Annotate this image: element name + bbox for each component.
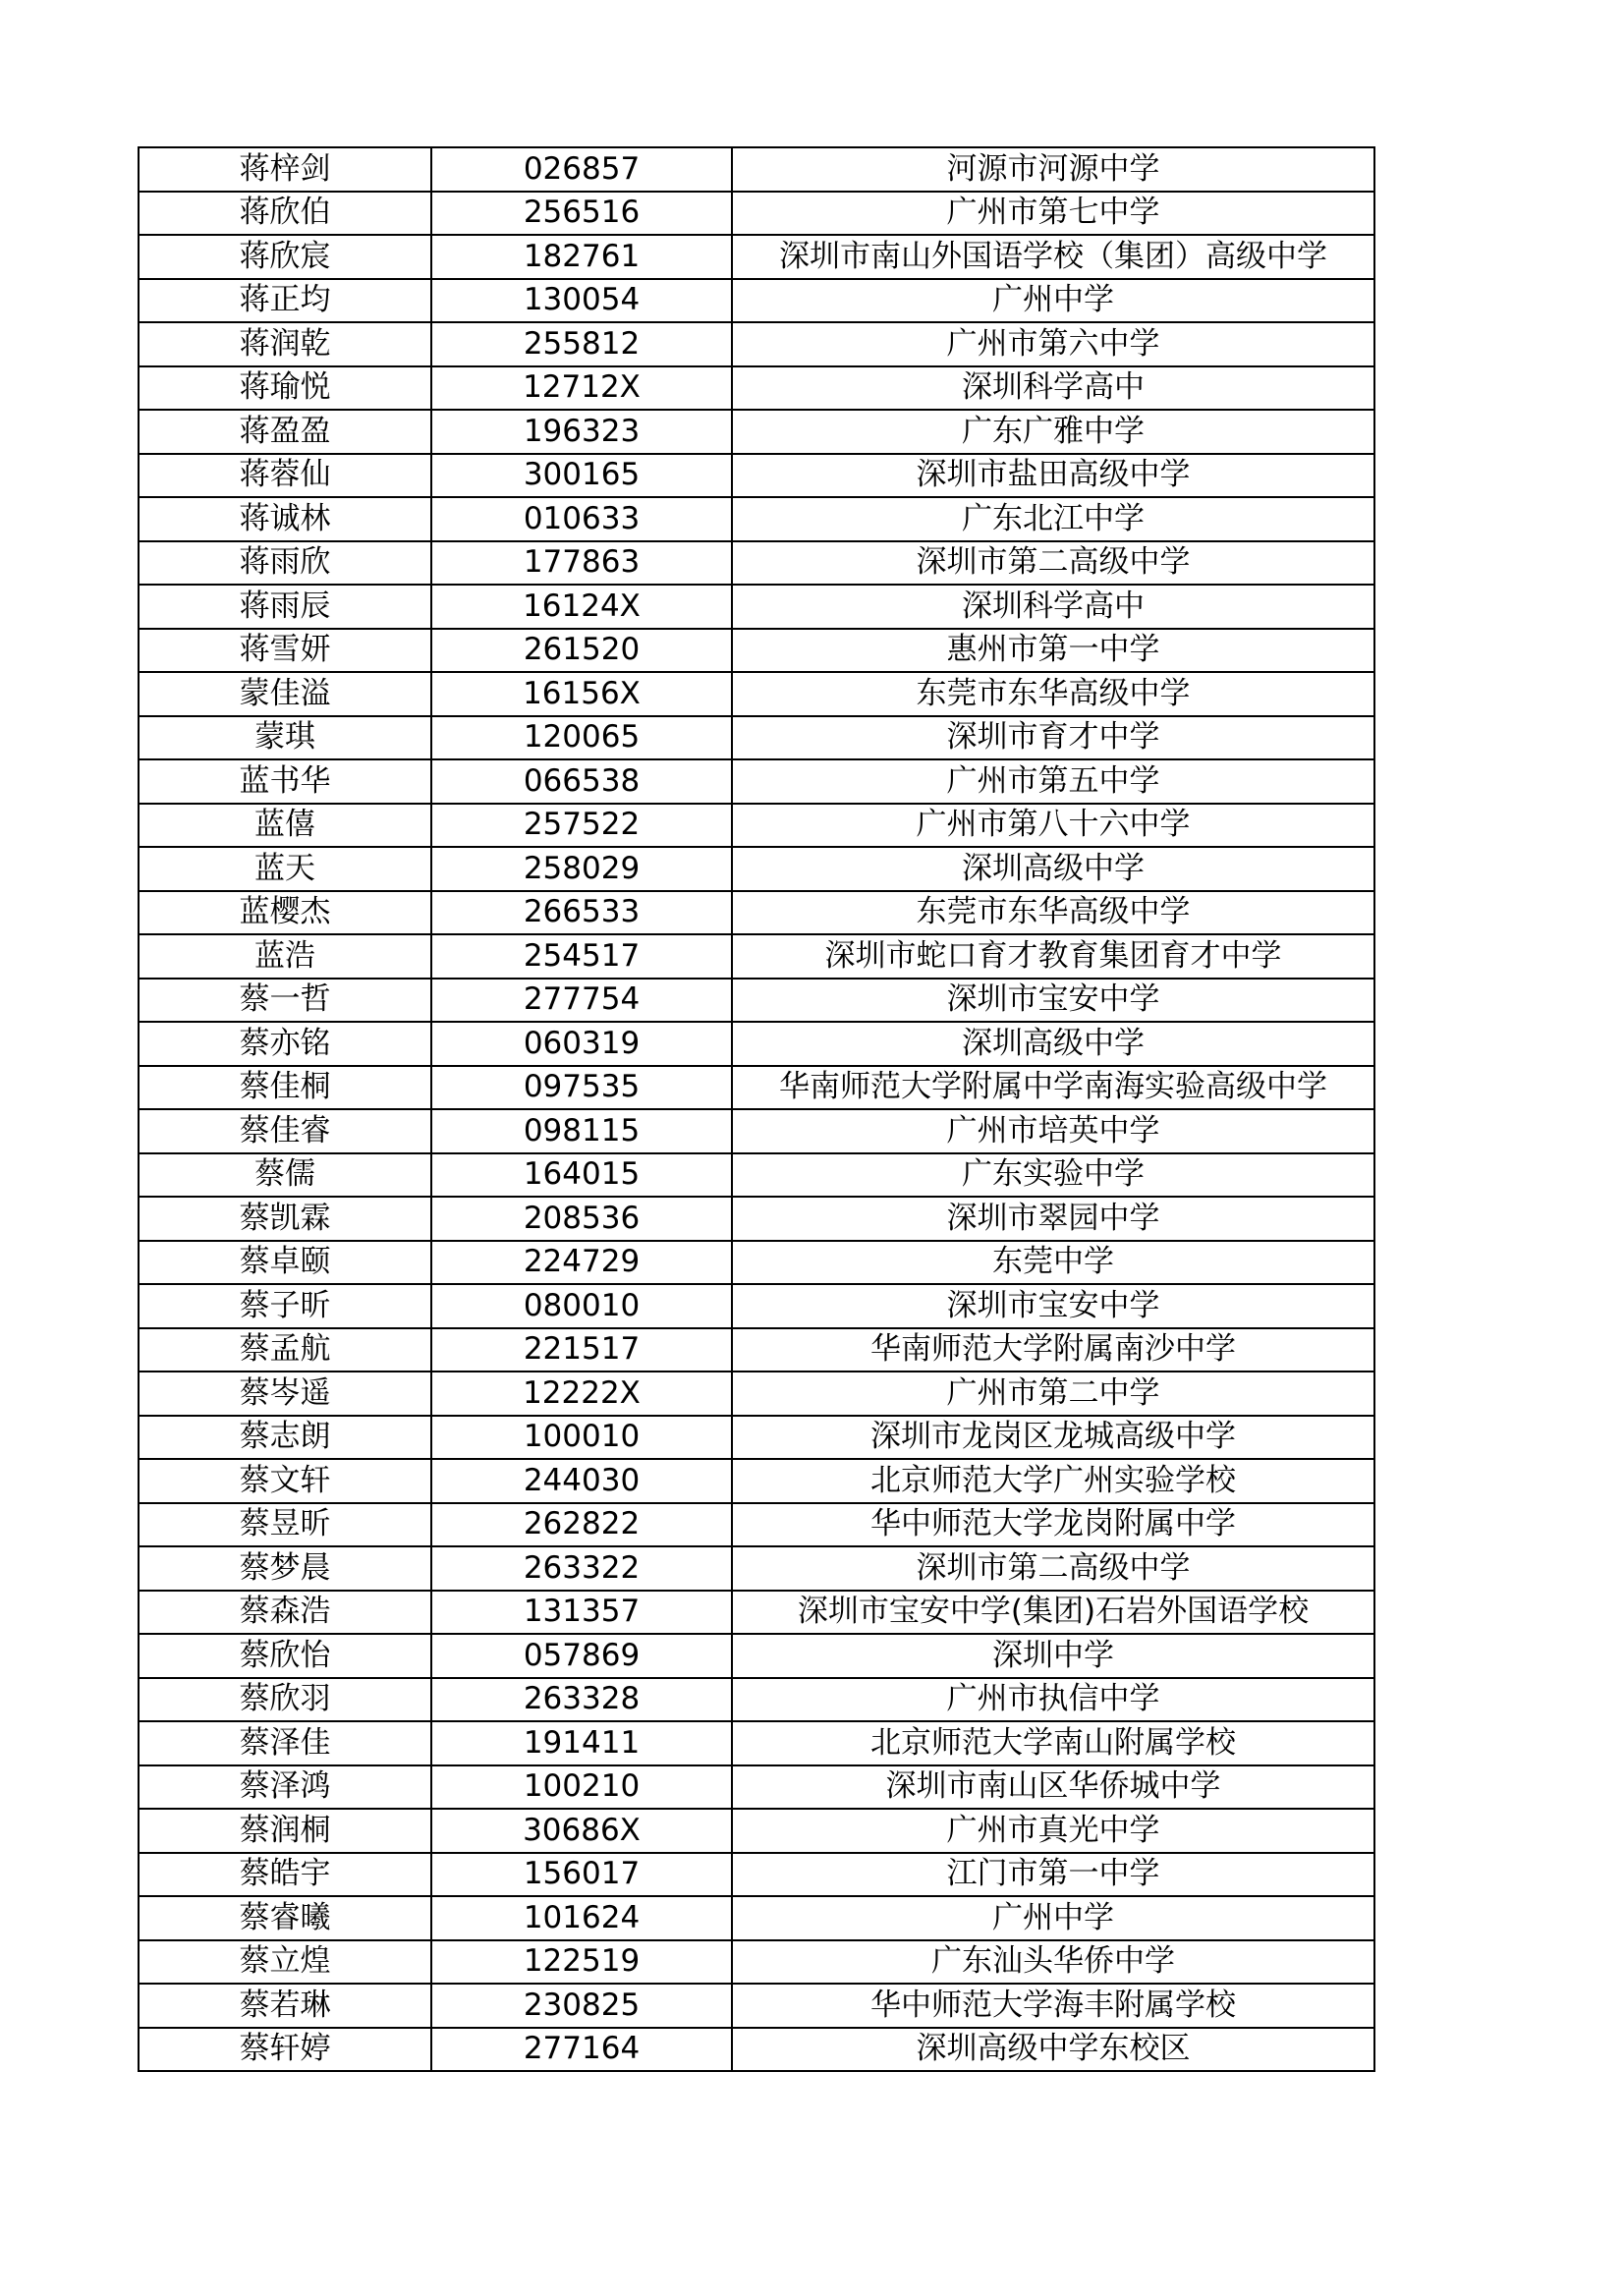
school-name-cell: 华南师范大学附属中学南海实验高级中学 — [732, 1066, 1374, 1110]
school-name-cell: 广州市执信中学 — [732, 1678, 1374, 1722]
student-id-cell: 080010 — [431, 1284, 732, 1328]
school-name-cell: 华中师范大学龙岗附属中学 — [732, 1503, 1374, 1547]
school-name-cell: 广东广雅中学 — [732, 410, 1374, 454]
student-name-cell: 蔡一哲 — [139, 979, 431, 1023]
table-row — [139, 1678, 1374, 1722]
student-id-cell: 122519 — [431, 1940, 732, 1985]
student-id-cell: 258029 — [431, 847, 732, 891]
student-id-cell: 263328 — [431, 1678, 732, 1722]
table-row — [139, 1109, 1374, 1153]
table-row — [139, 804, 1374, 848]
student-name-cell: 蔡佳睿 — [139, 1109, 431, 1153]
school-name-cell: 深圳市南山外国语学校（集团）高级中学 — [732, 235, 1374, 279]
student-name-cell: 蔡若琳 — [139, 1984, 431, 2028]
table-row — [139, 629, 1374, 673]
student-name-cell: 蔡凯霖 — [139, 1197, 431, 1241]
student-name-cell: 蔡志朗 — [139, 1416, 431, 1460]
student-id-cell: 066538 — [431, 759, 732, 804]
student-name-cell: 蔡孟航 — [139, 1328, 431, 1372]
table-row — [139, 716, 1374, 760]
student-name-cell: 蔡儒 — [139, 1153, 431, 1198]
student-id-cell: 156017 — [431, 1853, 732, 1897]
student-id-cell: 255812 — [431, 322, 732, 366]
table-row — [139, 454, 1374, 498]
student-name-cell: 蒙琪 — [139, 716, 431, 760]
student-id-cell: 230825 — [431, 1984, 732, 2028]
student-id-cell: 277754 — [431, 979, 732, 1023]
school-name-cell: 惠州市第一中学 — [732, 629, 1374, 673]
table-row — [139, 759, 1374, 804]
student-id-cell: 277164 — [431, 2028, 732, 2072]
student-name-cell: 蔡森浩 — [139, 1591, 431, 1635]
school-name-cell: 深圳科学高中 — [732, 366, 1374, 411]
table-row — [139, 1066, 1374, 1110]
table-row — [139, 1153, 1374, 1198]
student-id-cell: 131357 — [431, 1591, 732, 1635]
table-row — [139, 1721, 1374, 1765]
student-id-cell: 257522 — [431, 804, 732, 848]
student-id-cell: 256516 — [431, 192, 732, 236]
student-name-cell: 蒋欣宸 — [139, 235, 431, 279]
student-name-cell: 蔡立煌 — [139, 1940, 431, 1985]
student-name-cell: 蔡岑遥 — [139, 1372, 431, 1416]
student-id-cell: 208536 — [431, 1197, 732, 1241]
table-row — [139, 1765, 1374, 1810]
school-name-cell: 广州市第五中学 — [732, 759, 1374, 804]
school-name-cell: 深圳市蛇口育才教育集团育才中学 — [732, 934, 1374, 979]
student-name-cell: 蔡文轩 — [139, 1459, 431, 1503]
table-row — [139, 1197, 1374, 1241]
table-row — [139, 410, 1374, 454]
table-row — [139, 541, 1374, 586]
student-id-cell: 101624 — [431, 1896, 732, 1940]
table-row — [139, 1809, 1374, 1853]
school-name-cell: 广州中学 — [732, 1896, 1374, 1940]
student-name-cell: 蓝浩 — [139, 934, 431, 979]
student-name-cell: 蒋瑜悦 — [139, 366, 431, 411]
student-name-cell: 蓝樱杰 — [139, 891, 431, 935]
table-row — [139, 1940, 1374, 1985]
student-name-cell: 蔡梦晨 — [139, 1546, 431, 1591]
school-name-cell: 深圳高级中学东校区 — [732, 2028, 1374, 2072]
student-id-cell: 30686X — [431, 1809, 732, 1853]
student-id-cell: 130054 — [431, 279, 732, 323]
student-name-cell: 蒋正均 — [139, 279, 431, 323]
school-name-cell: 广州市第七中学 — [732, 192, 1374, 236]
student-name-cell: 蒋盈盈 — [139, 410, 431, 454]
student-id-cell: 254517 — [431, 934, 732, 979]
student-name-cell: 蔡皓宇 — [139, 1853, 431, 1897]
school-name-cell: 北京师范大学南山附属学校 — [732, 1721, 1374, 1765]
student-id-cell: 098115 — [431, 1109, 732, 1153]
student-id-cell: 224729 — [431, 1241, 732, 1285]
student-id-cell: 026857 — [431, 147, 732, 192]
school-name-cell: 深圳市第二高级中学 — [732, 1546, 1374, 1591]
table-row — [139, 1328, 1374, 1372]
student-name-cell: 蔡睿曦 — [139, 1896, 431, 1940]
school-name-cell: 华南师范大学附属南沙中学 — [732, 1328, 1374, 1372]
student-id-cell: 057869 — [431, 1634, 732, 1678]
school-name-cell: 深圳市龙岗区龙城高级中学 — [732, 1416, 1374, 1460]
student-name-cell: 蔡轩婷 — [139, 2028, 431, 2072]
student-id-cell: 263322 — [431, 1546, 732, 1591]
student-id-cell: 177863 — [431, 541, 732, 586]
student-name-cell: 蒋诚林 — [139, 497, 431, 541]
table-row — [139, 1459, 1374, 1503]
table-row — [139, 1984, 1374, 2028]
student-id-cell: 100210 — [431, 1765, 732, 1810]
student-name-cell: 蔡亦铭 — [139, 1022, 431, 1066]
table-row — [139, 672, 1374, 716]
table-row — [139, 1634, 1374, 1678]
student-name-cell: 蔡润桐 — [139, 1809, 431, 1853]
school-name-cell: 深圳高级中学 — [732, 1022, 1374, 1066]
student-id-cell: 16124X — [431, 585, 732, 629]
school-name-cell: 深圳市盐田高级中学 — [732, 454, 1374, 498]
table-row — [139, 147, 1374, 192]
student-name-cell: 蔡昱昕 — [139, 1503, 431, 1547]
student-id-cell: 196323 — [431, 410, 732, 454]
school-name-cell: 江门市第一中学 — [732, 1853, 1374, 1897]
school-name-cell: 广州市培英中学 — [732, 1109, 1374, 1153]
table-row — [139, 1284, 1374, 1328]
student-id-cell: 182761 — [431, 235, 732, 279]
school-name-cell: 深圳市育才中学 — [732, 716, 1374, 760]
school-name-cell: 广州市第六中学 — [732, 322, 1374, 366]
student-name-cell: 蓝僖 — [139, 804, 431, 848]
student-id-cell: 12222X — [431, 1372, 732, 1416]
school-name-cell: 深圳市南山区华侨城中学 — [732, 1765, 1374, 1810]
student-name-cell: 蔡佳桐 — [139, 1066, 431, 1110]
student-name-cell: 蔡欣怡 — [139, 1634, 431, 1678]
student-id-cell: 261520 — [431, 629, 732, 673]
school-name-cell: 广州中学 — [732, 279, 1374, 323]
student-id-cell: 097535 — [431, 1066, 732, 1110]
school-name-cell: 广东实验中学 — [732, 1153, 1374, 1198]
table-row — [139, 1503, 1374, 1547]
roster-table — [138, 146, 1375, 2072]
school-name-cell: 广州市第二中学 — [732, 1372, 1374, 1416]
table-row — [139, 322, 1374, 366]
school-name-cell: 华中师范大学海丰附属学校 — [732, 1984, 1374, 2028]
table-row — [139, 979, 1374, 1023]
student-id-cell: 164015 — [431, 1153, 732, 1198]
table-row — [139, 1546, 1374, 1591]
school-name-cell: 河源市河源中学 — [732, 147, 1374, 192]
table-row — [139, 497, 1374, 541]
table-row — [139, 1591, 1374, 1635]
school-name-cell: 广东北江中学 — [732, 497, 1374, 541]
table-row — [139, 235, 1374, 279]
student-name-cell: 蒋梓剑 — [139, 147, 431, 192]
school-name-cell: 东莞市东华高级中学 — [732, 672, 1374, 716]
table-row — [139, 1372, 1374, 1416]
school-name-cell: 深圳科学高中 — [732, 585, 1374, 629]
school-name-cell: 深圳市宝安中学 — [732, 979, 1374, 1023]
table-row — [139, 1896, 1374, 1940]
student-id-cell: 244030 — [431, 1459, 732, 1503]
student-id-cell: 12712X — [431, 366, 732, 411]
student-id-cell: 191411 — [431, 1721, 732, 1765]
student-name-cell: 蒋蓉仙 — [139, 454, 431, 498]
student-id-cell: 300165 — [431, 454, 732, 498]
student-name-cell: 蒋雨辰 — [139, 585, 431, 629]
student-name-cell: 蔡子昕 — [139, 1284, 431, 1328]
student-name-cell: 蒋欣伯 — [139, 192, 431, 236]
student-name-cell: 蔡卓颐 — [139, 1241, 431, 1285]
student-name-cell: 蒙佳溢 — [139, 672, 431, 716]
table-row — [139, 847, 1374, 891]
student-id-cell: 100010 — [431, 1416, 732, 1460]
student-name-cell: 蓝天 — [139, 847, 431, 891]
table-row — [139, 934, 1374, 979]
school-name-cell: 北京师范大学广州实验学校 — [732, 1459, 1374, 1503]
student-id-cell: 010633 — [431, 497, 732, 541]
table-row — [139, 585, 1374, 629]
table-row — [139, 1241, 1374, 1285]
student-id-cell: 262822 — [431, 1503, 732, 1547]
student-id-cell: 266533 — [431, 891, 732, 935]
school-name-cell: 深圳市宝安中学 — [732, 1284, 1374, 1328]
student-id-cell: 221517 — [431, 1328, 732, 1372]
school-name-cell: 广东汕头华侨中学 — [732, 1940, 1374, 1985]
school-name-cell: 广州市真光中学 — [732, 1809, 1374, 1853]
school-name-cell: 东莞中学 — [732, 1241, 1374, 1285]
student-name-cell: 蓝书华 — [139, 759, 431, 804]
table-row — [139, 366, 1374, 411]
student-id-cell: 16156X — [431, 672, 732, 716]
student-name-cell: 蒋雨欣 — [139, 541, 431, 586]
table-row — [139, 2028, 1374, 2072]
student-name-cell: 蒋雪妍 — [139, 629, 431, 673]
student-id-cell: 060319 — [431, 1022, 732, 1066]
student-name-cell: 蔡欣羽 — [139, 1678, 431, 1722]
school-name-cell: 深圳中学 — [732, 1634, 1374, 1678]
school-name-cell: 深圳市第二高级中学 — [732, 541, 1374, 586]
table-row — [139, 1022, 1374, 1066]
school-name-cell: 深圳市宝安中学(集团)石岩外国语学校 — [732, 1591, 1374, 1635]
school-name-cell: 深圳高级中学 — [732, 847, 1374, 891]
table-row — [139, 1853, 1374, 1897]
table-row — [139, 192, 1374, 236]
student-name-cell: 蔡泽鸿 — [139, 1765, 431, 1810]
student-name-cell: 蔡泽佳 — [139, 1721, 431, 1765]
school-name-cell: 广州市第八十六中学 — [732, 804, 1374, 848]
school-name-cell: 深圳市翠园中学 — [732, 1197, 1374, 1241]
table-row — [139, 1416, 1374, 1460]
student-id-cell: 120065 — [431, 716, 732, 760]
table-row — [139, 891, 1374, 935]
student-name-cell: 蒋润乾 — [139, 322, 431, 366]
table-row — [139, 279, 1374, 323]
roster-table-body — [139, 147, 1374, 2071]
school-name-cell: 东莞市东华高级中学 — [732, 891, 1374, 935]
